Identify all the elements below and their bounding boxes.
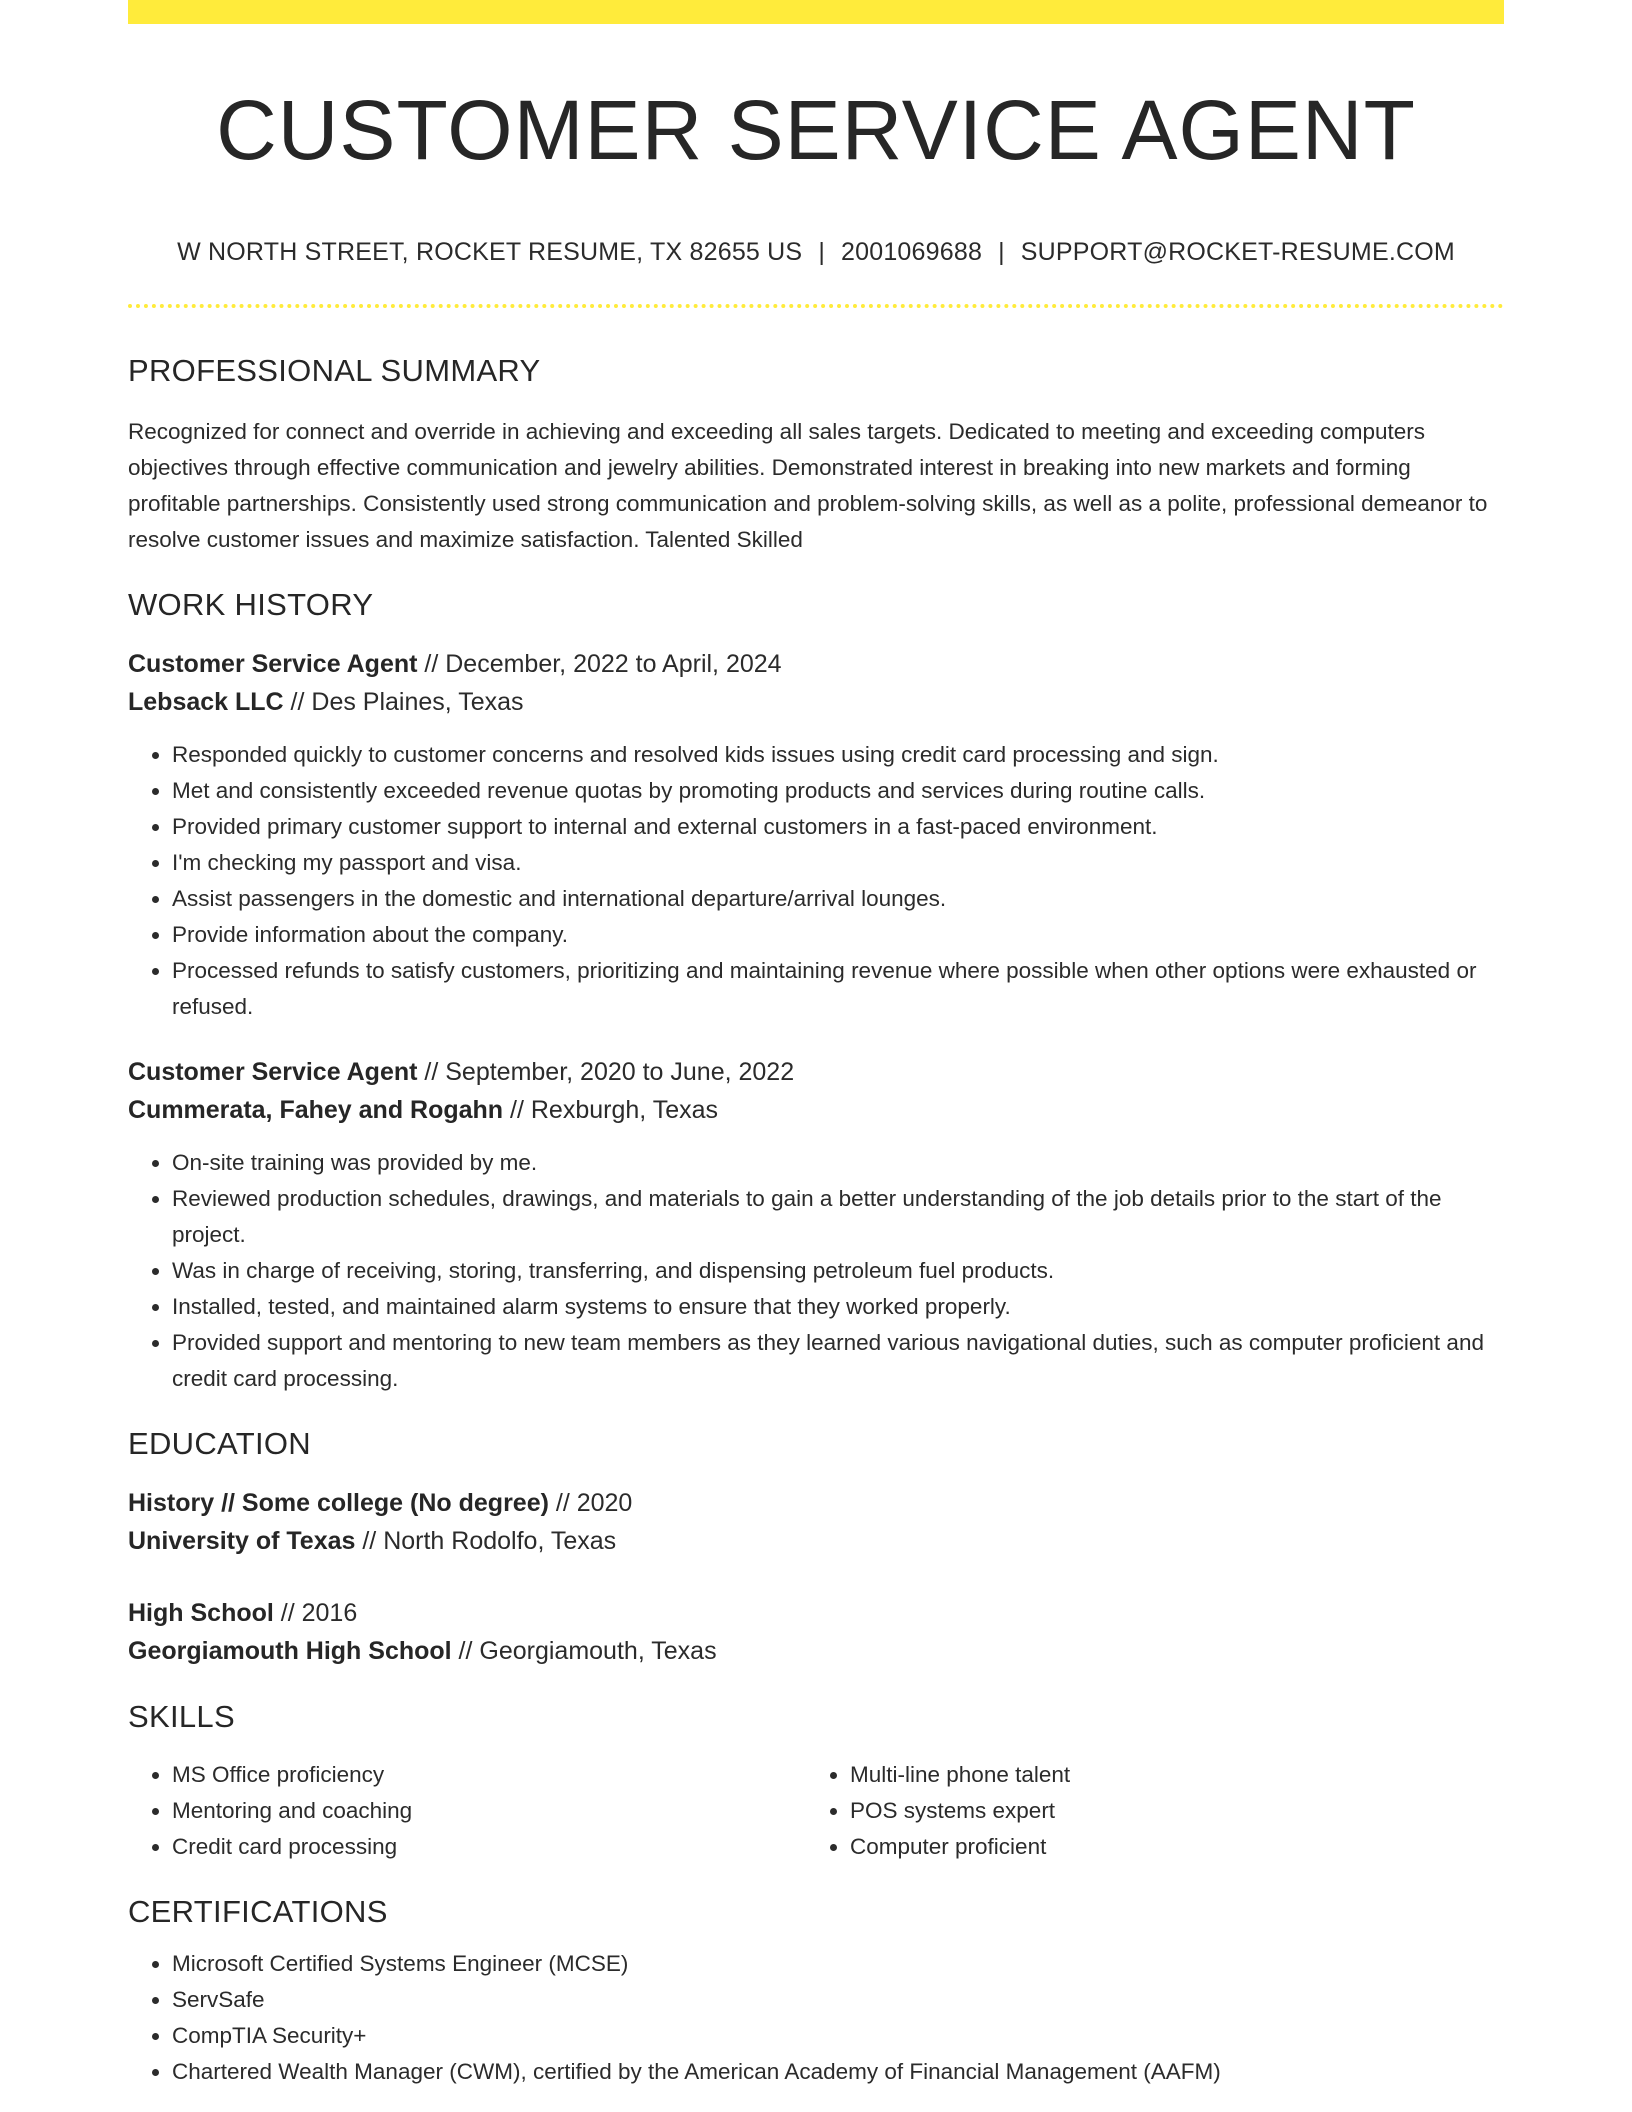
list-item: • Computer proficient: [850, 1829, 1484, 1865]
degree-line: [128, 1594, 1504, 1632]
job-title-line: [128, 1053, 1504, 1091]
school: Georgiamouth High School: [128, 1636, 452, 1665]
school-location: // North Rodolfo, Texas: [355, 1526, 617, 1555]
list-item: • Was in charge of receiving, storing, transferring, and dispensing petroleum fuel products.: [172, 1253, 1504, 1289]
job-bullets: [128, 737, 1504, 1025]
degree-year: // 2020: [548, 1488, 633, 1517]
contact-phone[interactable]: 2001069688: [841, 238, 983, 267]
education-heading: EDUCATION: [128, 1425, 311, 1461]
job-entry: [128, 645, 1504, 1025]
list-item: • Installed, tested, and maintained alarm systems to ensure that they worked properly.: [172, 1289, 1504, 1325]
list-item: • On-site training was provided by me.: [172, 1145, 1504, 1181]
certifications-section: [128, 1893, 1504, 2090]
skills-column-left: [128, 1757, 806, 1865]
list-item: • Assist passengers in the domestic and international departure/arrival lounges.: [172, 881, 1504, 917]
skills-section: [128, 1698, 1504, 1865]
job-dates: // September, 2020 to June, 2022: [417, 1057, 795, 1086]
certifications-heading: CERTIFICATIONS: [128, 1894, 388, 1930]
skills-grid: [128, 1757, 1504, 1865]
summary-heading: PROFESSIONAL SUMMARY: [128, 353, 541, 389]
summary-section: [128, 352, 1504, 557]
job-location: // Rexburgh, Texas: [503, 1095, 719, 1124]
resume-name: CUSTOMER SERVICE AGENT: [216, 83, 1416, 177]
job-company: Lebsack LLC: [128, 687, 284, 716]
list-item: • Credit card processing: [172, 1829, 806, 1865]
contact-email[interactable]: SUPPORT@ROCKET-RESUME.COM: [1020, 238, 1455, 267]
list-item: • Met and consistently exceeded revenue quotas by promoting products and services during routine calls.: [172, 773, 1504, 809]
list-item: • CompTIA Security+: [172, 2018, 1504, 2054]
list-item: • Responded quickly to customer concerns and resolved kids issues using credit card processing and sign.: [172, 737, 1504, 773]
list-item: • Reviewed production schedules, drawings, and materials to gain a better understanding of the job details prior to the start of the project.: [172, 1181, 1504, 1253]
contact-address: W NORTH STREET, ROCKET RESUME, TX 82655 US: [177, 238, 803, 267]
degree-year: // 2016: [273, 1598, 358, 1627]
education-entry: [128, 1484, 1504, 1560]
job-dates: // December, 2022 to April, 2024: [417, 649, 782, 678]
job-company-line: [128, 683, 1504, 721]
contact-separator: |: [818, 238, 826, 267]
skills-column-right: [806, 1757, 1484, 1865]
job-bullets: [128, 1145, 1504, 1397]
degree: History // Some college (No degree): [128, 1488, 549, 1517]
skills-heading: SKILLS: [128, 1698, 235, 1734]
contact-line: [128, 238, 1504, 267]
list-item: • Provide information about the company.: [172, 917, 1504, 953]
school-line: [128, 1632, 1504, 1670]
school-location: // Georgiamouth, Texas: [451, 1636, 717, 1665]
summary-text: Recognized for connect and override in achieving and exceeding all sales targets. Dedicated to meeting and exceeding computers objectives through effective communication and jewelry abilities. Demonstrated interest in breaking into new markets and forming profitable partnerships. Consistently used strong communication and problem-solving skills, as well as a polite, professional demeanor to resolve customer issues and maximize satisfaction. Talented Skilled: [128, 418, 1488, 552]
list-item: • Processed refunds to satisfy customers, prioritizing and maintaining revenue where possible when other options were exhausted or refused.: [172, 953, 1504, 1025]
education-section: [128, 1425, 1504, 1670]
list-item: • POS systems expert: [850, 1793, 1484, 1829]
degree: High School: [128, 1598, 274, 1627]
education-list: [128, 1484, 1504, 1670]
job-company-line: [128, 1091, 1504, 1129]
accent-bar: [128, 0, 1504, 24]
job-title: Customer Service Agent: [128, 1057, 418, 1086]
education-entry: [128, 1594, 1504, 1670]
job-title-line: [128, 645, 1504, 683]
job-title: Customer Service Agent: [128, 649, 418, 678]
list-item: • I'm checking my passport and visa.: [172, 845, 1504, 881]
list-item: • Chartered Wealth Manager (CWM), certified by the American Academy of Financial Management (AAFM): [172, 2054, 1504, 2090]
degree-line: [128, 1484, 1504, 1522]
dotted-divider: [128, 304, 1504, 308]
job-company: Cummerata, Fahey and Rogahn: [128, 1095, 504, 1124]
school: University of Texas: [128, 1526, 356, 1555]
certifications-list: [128, 1946, 1504, 2090]
contact-separator: |: [998, 238, 1005, 267]
job-entry: [128, 1053, 1504, 1397]
list-item: • Mentoring and coaching: [172, 1793, 806, 1829]
list-item: • Multi-line phone talent: [850, 1757, 1484, 1793]
job-location: // Des Plaines, Texas: [283, 687, 524, 716]
list-item: • Provided primary customer support to internal and external customers in a fast-paced environment.: [172, 809, 1504, 845]
work-history-section: [128, 586, 1504, 1397]
list-item: • Microsoft Certified Systems Engineer (MCSE): [172, 1946, 1504, 1982]
list-item: • MS Office proficiency: [172, 1757, 806, 1793]
list-item: • Provided support and mentoring to new team members as they learned various navigational duties, such as computer proficient and credit card processing.: [172, 1325, 1504, 1397]
work-history-heading: WORK HISTORY: [128, 586, 374, 622]
resume-page: [128, 0, 1504, 2090]
list-item: • ServSafe: [172, 1982, 1504, 2018]
school-line: [128, 1522, 1504, 1560]
